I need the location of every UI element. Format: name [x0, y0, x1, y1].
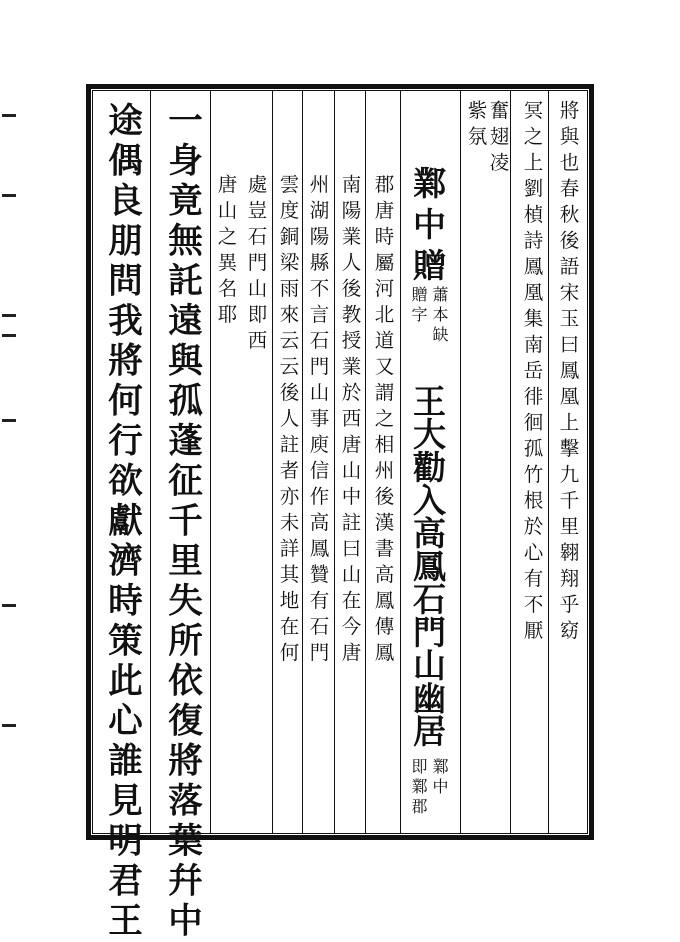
column-rule	[548, 90, 549, 834]
edge-mark	[2, 334, 16, 337]
edge-mark	[2, 314, 16, 317]
commentary-mid-line-2: 南陽業人後教授業於西唐山中註曰山在今唐	[338, 174, 362, 668]
poem-title-main: 王大勸入高鳳石門山幽居	[408, 384, 447, 747]
column-rule	[210, 90, 211, 834]
poem-title: 鄴中贈	[408, 166, 447, 289]
commentary-top-line-4: 紫氛	[464, 100, 488, 152]
poem-title-note: 蕭本缺	[430, 286, 449, 346]
poem-title-note: 鄴中	[430, 758, 449, 798]
edge-mark	[2, 114, 16, 117]
edge-mark	[2, 419, 16, 422]
column-rule	[150, 90, 151, 834]
edge-mark	[2, 724, 16, 727]
commentary-mid-line-1: 郡唐時屬河北道又謂之相州後漢書高鳳傳鳳	[371, 174, 395, 668]
poem-body-line-2: 途偶良朋問我將何行欲獻濟時策此心誰見明君王	[101, 102, 142, 942]
edge-mark	[2, 604, 16, 607]
edge-mark	[2, 194, 16, 197]
column-rule	[334, 90, 335, 834]
commentary-mid-line-6: 唐山之異名耶	[214, 174, 238, 330]
commentary-mid-line-5: 處豈石門山即西	[244, 174, 268, 356]
column-rule	[510, 90, 511, 834]
facing-page-edge	[0, 84, 18, 840]
poem-title-note: 贈字	[409, 286, 428, 326]
column-rule	[365, 90, 366, 834]
column-rule	[460, 90, 461, 834]
column-rule	[400, 90, 401, 834]
commentary-mid-line-3: 州湖陽縣不言石門山事庾信作高鳳贊有石門	[306, 174, 330, 668]
column-rule	[272, 90, 273, 834]
poem-body-line-1: 一身竟無託遠與孤蓬征千里失所依復將落葉幷中	[161, 102, 202, 942]
commentary-top-line-2: 冥之上劉楨詩鳳凰集南岳徘徊孤竹根於心有不厭	[520, 100, 544, 646]
column-rule	[302, 90, 303, 834]
commentary-top-line-3: 奮翅凌	[486, 100, 510, 178]
commentary-mid-line-4: 雲度銅梁雨來云云後人註者亦未詳其地在何	[276, 174, 300, 668]
poem-title-note: 即鄴郡	[409, 758, 428, 818]
commentary-top-line-1: 將與也春秋後語宋玉曰鳳凰上擊九千里翱翔乎窈	[556, 100, 580, 646]
